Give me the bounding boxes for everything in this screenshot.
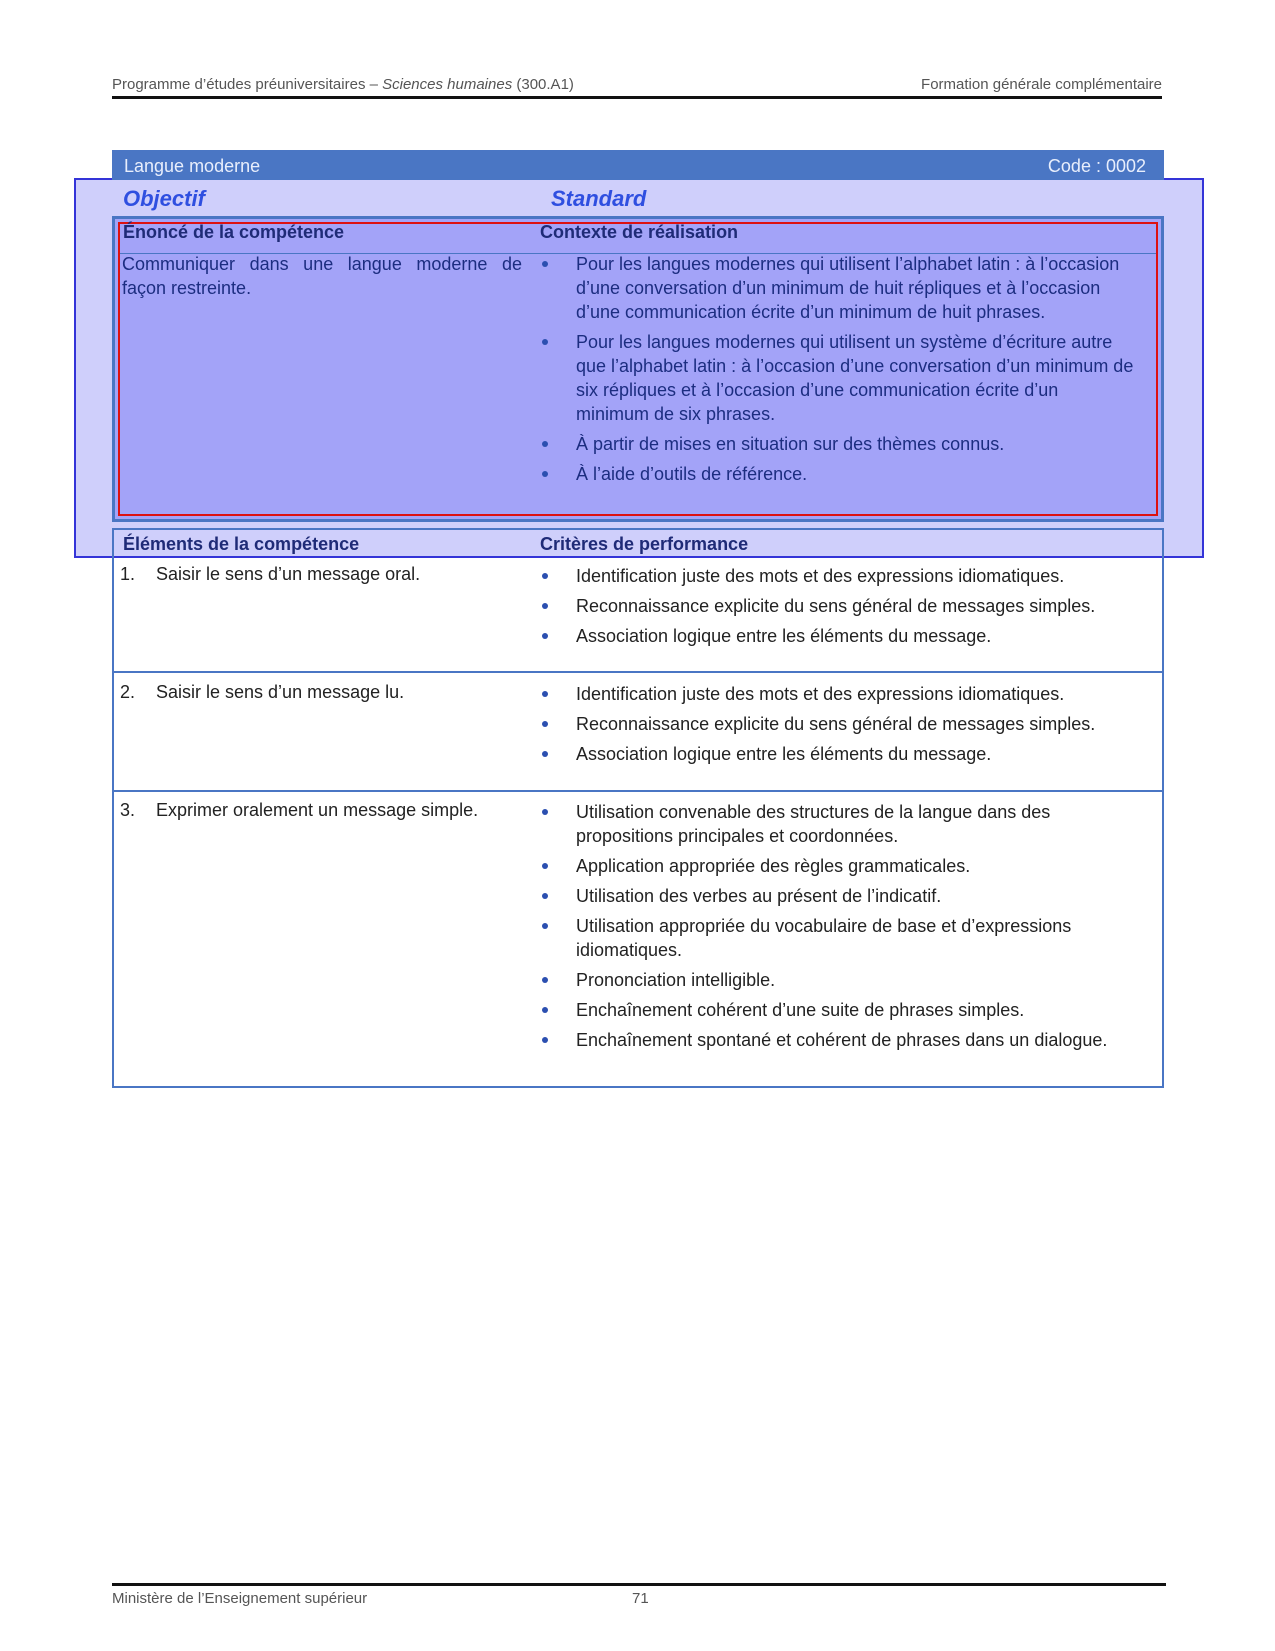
criteria-list-2 [540,682,1140,772]
objectif-label: Objectif [123,186,205,211]
list-item: Reconnaissance explicite du sens général de messages simples. [540,594,1140,618]
elements-heading: Éléments de la compétence [123,534,360,554]
list-item: Association logique entre les éléments du message. [540,624,1140,648]
element-1: 1. Saisir le sens d’un message oral. [120,564,421,584]
header-right: Formation générale complémentaire [921,76,1162,93]
list-item: Utilisation convenable des structures de la langue dans des propositions principales et coordonnées. [540,800,1140,848]
standard-label: Standard [551,186,647,211]
bullet-icon [542,893,548,899]
list-item: Pour les langues modernes qui utilisent l’alphabet latin : à l’occasion d’une conversation d’un minimum de huit répliques et à l’occasion d’une communication écrite d’un minimum de huit phrases. [540,252,1135,324]
bullet-icon [542,471,548,477]
list-item: Association logique entre les éléments du message. [540,742,1140,766]
bullet-icon [542,721,548,727]
bullet-icon [542,633,548,639]
course-code: Code : 0002 [1047,156,1146,176]
bullet-icon [542,863,548,869]
list-item: Utilisation des verbes au présent de l’indicatif. [540,884,1140,908]
contexte-heading: Contexte de réalisation [540,222,739,242]
page-number: 71 [632,1590,649,1607]
list-item: Reconnaissance explicite du sens général de messages simples. [540,712,1140,736]
criteria-list-3 [540,800,1140,1058]
course-title: Langue moderne [124,156,261,176]
list-item: Pour les langues modernes qui utilisent un système d’écriture autre que l’alphabet latin : à l’occasion d’une conversation d’un minimum de six répliques et à l’occasion d’une communication écrite d’un minimum de six phrases. [540,330,1135,426]
page-footer [112,1583,1166,1607]
program-title: Programme d’études préuniversitaires – Sciences humaines (300.A1) [112,76,574,93]
bullet-icon [542,1007,548,1013]
element-3: 3. Exprimer oralement un message simple. [120,800,479,820]
list-item: Utilisation appropriée du vocabulaire de base et d’expressions idiomatiques. [540,914,1140,962]
criteria-list-1 [540,564,1140,654]
bullet-icon [542,573,548,579]
list-item: Identification juste des mots et des expressions idiomatiques. [540,682,1140,706]
contexte-list [540,252,1135,492]
list-item: Prononciation intelligible. [540,968,1140,992]
bullet-icon [542,977,548,983]
bullet-icon [542,603,548,609]
footer-ministry: Ministère de l’Enseignement supérieur [112,1590,368,1607]
element-2: 2. Saisir le sens d’un message lu. [120,682,405,702]
page-header [112,76,1162,99]
bullet-icon [542,441,548,447]
bullet-icon [542,923,548,929]
list-item: À l’aide d’outils de référence. [540,462,1135,486]
course-title-bar [112,150,1164,180]
list-item: À partir de mises en situation sur des thèmes connus. [540,432,1135,456]
criteria-heading: Critères de performance [540,534,749,554]
competence-heading: Énoncé de la compétence [123,222,345,242]
bullet-icon [542,809,548,815]
list-item: Identification juste des mots et des expressions idiomatiques. [540,564,1140,588]
row-divider [114,671,1162,673]
list-item: Enchaînement spontané et cohérent de phrases dans un dialogue. [540,1028,1140,1052]
bullet-icon [542,261,548,267]
bullet-icon [542,1037,548,1043]
bullet-icon [542,751,548,757]
list-item: Application appropriée des règles grammaticales. [540,854,1140,878]
competence-text: Communiquer dans une langue moderne de façon restreinte. [122,254,522,298]
row-divider [114,790,1162,792]
bullet-icon [542,691,548,697]
list-item: Enchaînement cohérent d’une suite de phrases simples. [540,998,1140,1022]
bullet-icon [542,339,548,345]
